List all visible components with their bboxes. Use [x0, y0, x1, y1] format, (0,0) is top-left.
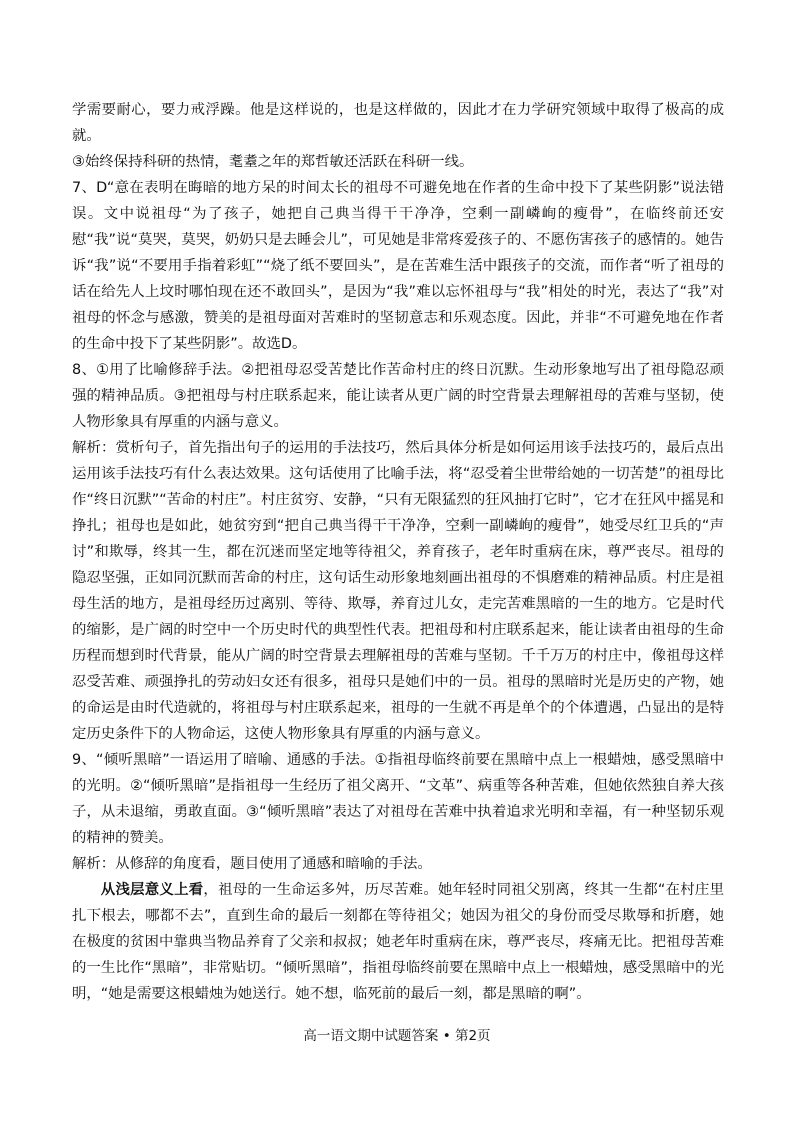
answer-9-analysis: 解析：从修辞的角度看，题目使用了通感和暗喻的手法。 [72, 856, 432, 872]
paragraph-1: 学需要耐心，要力戒浮躁。他是这样说的，也是这样做的，因此才在力学研究领域中取得了极高的成就。 [72, 102, 724, 144]
bold-lead: 从浅层意义上看 [100, 882, 204, 898]
answer-8-analysis: 解析：赏析句子，首先指出句子的运用的手法技巧，然后具体分析是如何运用该手法技巧的，最后点出运用该手法技巧有什么表达效果。这句话使用了比喻手法，将“忍受着尘世带给她的一切苦楚”的祖母比作“终日沉默”“苦命的村庄”。村庄贫穷、安静，“只有无限猛烈的狂风抽打它时”，它才在狂风中摇晃和挣扎；祖母也是如此，她贫穷到“把自己典当得干干净净，空剩一副嶙峋的瘦骨”，她受尽红卫兵的“声讨”和欺辱，终其一生，都在沉迷而坚定地等待祖父，养育孩子，老年时重病在床，尊严丧尽。祖母的隐忍坚强，正如同沉默而苦命的村庄，这句话生动形象地刻画出祖母的不惧磨难的精神品质。村庄是祖母生活的地方，是祖母经历过离别、等待、欺辱，养育过儿女，走完苦难黑暗的一生的地方。它是时代的缩影，是广阔的时空中一个历史时代的典型性代表。把祖母和村庄联系起来，能让读者由祖母的生命历程而想到时代背景，能从广阔的时空背景去理解祖母的苦难与坚韧。千千万万的村庄中，像祖母这样忍受苦难、顽强挣扎的劳动妇女还有很多，祖母只是她们中的一员。祖母的黑暗时光是历史的产物，她的命运是由时代造就的，将祖母与村庄联系起来，祖母的一生就不再是单个的个体遭遇，凸显出的是特定历史条件下的人物命运，这使人物形象具有厚重的内涵与意义。 [72, 440, 724, 742]
answer-body [72, 97, 724, 1007]
detail-text: ，祖母的一生命运多舛，历尽苦难。她年轻时同祖父别离，终其一生都“在村庄里扎下根去，哪都不去”，直到生命的最后一刻都在等待祖父；她因为祖父的身份而受尽欺辱和折磨，她在极度的贫困中靠典当物品养育了父亲和叔叔；她老年时重病在床，尊严丧尽，疼痛无比。把祖母苦难的一生比作“黑暗”，非常贴切。“倾听黑暗”，指祖母临终前要在黑暗中点上一根蜡烛，感受黑暗中的光明，“她是需要这根蜡烛为她送行。她不想，临死前的最后一刻，都是黑暗的啊”。 [72, 882, 724, 1002]
page-footer: 高一语文期中试题答案 • 第2页 [303, 1028, 491, 1044]
paragraph-2: ③始终保持科研的热情，耄耋之年的郑哲敏还活跃在科研一线。 [72, 154, 474, 170]
answer-7: 7、D“意在表明在晦暗的地方呆的时间太长的祖母不可避免地在作者的生命中投下了某些阴影”说法错误。文中说祖母“为了孩子，她把自己典当得干干净净，空剩一副嶙峋的瘦骨”，在临终前还安慰“我”说“莫哭，莫哭，奶奶只是去睡会儿”，可见她是非常疼爱孩子的、不愿伤害孩子的感情的。她告诉“我”说“不要用手指着彩虹”“烧了纸不要回头”，是在苦难生活中跟孩子的交流，而作者“听了祖母的话在给先人上坟时哪怕现在还不敢回头”，是因为“我”难以忘怀祖母与“我”相处的时光，表达了“我”对祖母的怀念与感激，赞美的是祖母面对苦难时的坚韧意志和乐观态度。因此，并非“不可避免地在作者的生命中投下了某些阴影”。故选D。 [72, 180, 724, 352]
answer-9-detail [72, 877, 724, 1007]
answer-9: 9、“倾听黑暗”一语运用了暗喻、通感的手法。①指祖母临终前要在黑暗中点上一根蜡烛，感受黑暗中的光明。②“倾听黑暗”是指祖母一生经历了祖父离开、“文革”、病重等各种苦难，但她依然独自养大孩子，从未退缩，勇敢直面。③“倾听黑暗”表达了对祖母在苦难中执着追求光明和幸福，有一种坚韧乐观的精神的赞美。 [72, 752, 724, 846]
answer-8: 8、①用了比喻修辞手法。②把祖母忍受苦楚比作苦命村庄的终日沉默。生动形象地写出了祖母隐忍顽强的精神品质。③把祖母与村庄联系起来，能让读者从更广阔的时空背景去理解祖母的苦难与坚韧，使人物形象具有厚重的内涵与意义。 [72, 362, 724, 430]
